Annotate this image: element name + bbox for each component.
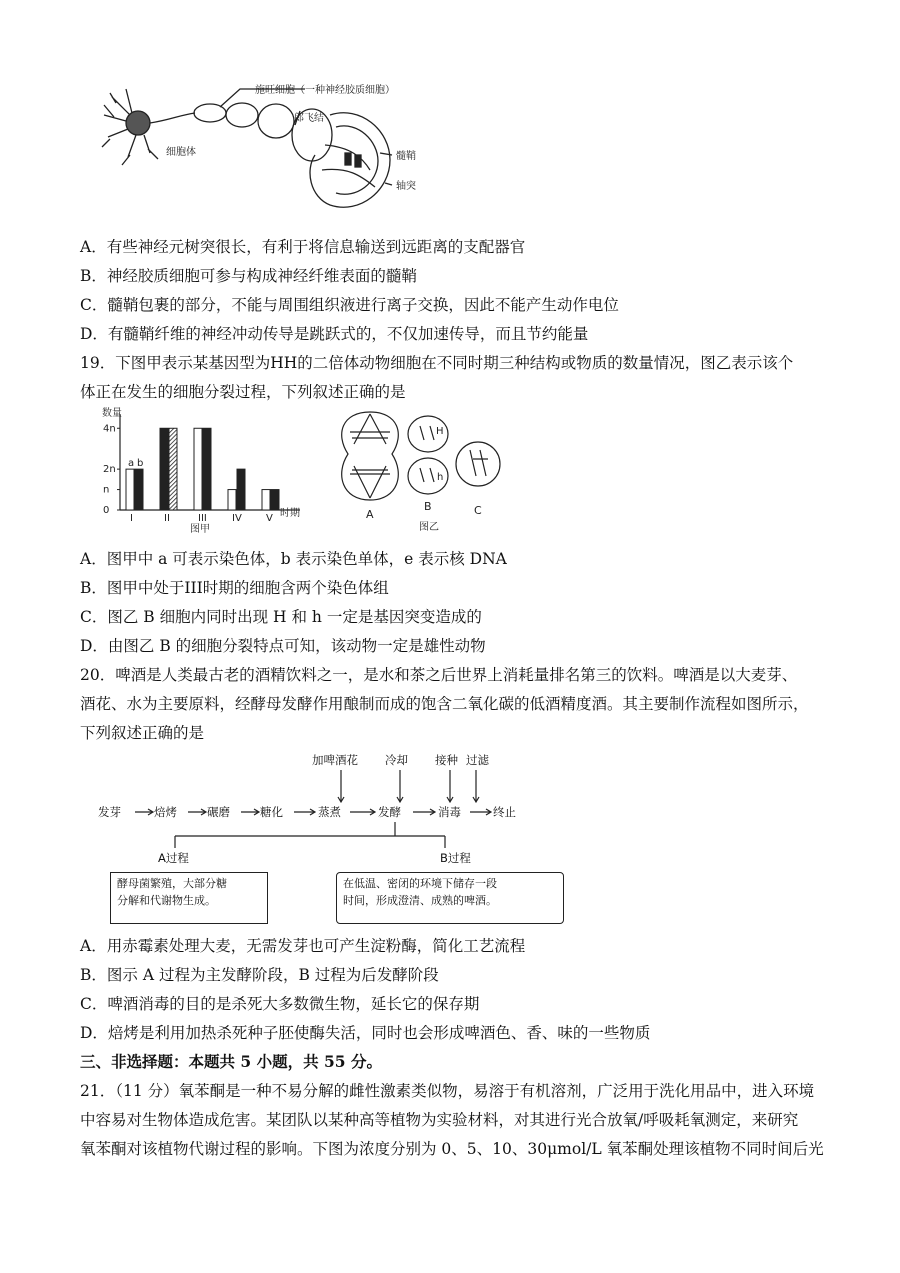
flow-step-end: 终止 [493, 805, 516, 819]
cell-label-a: A [366, 508, 374, 521]
q21-line1: 21．（11 分）氧苯酮是一种不易分解的雌性激素类似物，易溶于有机溶剂，广泛用于洗化用品中，进入环境 [80, 1082, 815, 1100]
flow-step-boiling: 蒸煮 [318, 805, 341, 819]
q19-option-d: D．由图乙 B 的细胞分裂特点可知，该动物一定是雄性动物 [80, 637, 486, 655]
flow-step-germination: 发芽 [98, 805, 121, 819]
chart-bar [228, 490, 236, 510]
flow-label-b: B过程 [440, 851, 471, 865]
chart-y-tick: 2n [103, 464, 116, 476]
flow-input-cooling: 冷却 [385, 753, 408, 767]
chart-bar [126, 469, 134, 510]
cell-c [456, 442, 500, 486]
chart-bar [135, 469, 143, 510]
chart-bar [169, 428, 177, 510]
chart-bar [271, 490, 279, 510]
q19-option-b: B．图甲中处于III时期的细胞含两个染色体组 [80, 579, 389, 597]
flow-box-a-line2: 分解和代谢物生成。 [117, 894, 216, 907]
chart-category-label: II [164, 513, 170, 524]
gene-label-h-upper: H [436, 426, 444, 437]
flow-step-fermentation: 发酵 [378, 805, 401, 819]
flow-box-b-line1: 在低温、密闭的环境下储存一段 [343, 877, 497, 890]
q20-option-a: A．用赤霉素处理大麦，无需发芽也可产生淀粉酶，简化工艺流程 [80, 937, 526, 955]
flow-input-inoculation: 接种 [435, 753, 458, 767]
q18-option-b: B．神经胶质细胞可参与构成神经纤维表面的髓鞘 [80, 267, 417, 285]
chart-category-label: III [198, 513, 207, 524]
chart-y-tick: 4n [103, 423, 116, 435]
flow-step-saccharification: 糖化 [260, 805, 283, 819]
chart-category-label: V [266, 513, 273, 524]
chart-category-label: I [130, 513, 133, 524]
bar-chart-jia [100, 404, 315, 539]
gene-label-h-lower: h [437, 472, 444, 483]
label-node-of-ranvier: 郎飞结 [294, 113, 324, 124]
flow-step-milling: 碾磨 [207, 805, 230, 819]
chart-bar [203, 428, 211, 510]
q20-stem-line2: 酒花、水为主要原料，经酵母发酵作用酿制而成的饱含二氧化碳的低酒精度酒。其主要制作流程如图所示， [80, 695, 809, 713]
q20-option-c: C．啤酒消毒的目的是杀死大多数微生物，延长它的保存期 [80, 995, 480, 1013]
cell-label-c: C [474, 504, 482, 517]
chart-title: 图甲 [190, 524, 210, 535]
flow-box-b [336, 872, 564, 924]
q19-option-a: A．图甲中 a 可表示染色体，b 表示染色单体，e 表示核 DNA [80, 550, 507, 568]
flow-box-b-line2: 时间，形成澄清、成熟的啤酒。 [343, 894, 497, 907]
cell-figure-title: 图乙 [419, 522, 439, 533]
neuron-figure [100, 75, 440, 225]
label-myelin: 髓鞘 [396, 151, 416, 162]
q19-option-c: C．图乙 B 细胞内同时出现 H 和 h 一定是基因突变造成的 [80, 608, 482, 626]
chart-bar [160, 428, 168, 510]
chart-series-label: b [137, 458, 144, 470]
flow-box-a [110, 872, 268, 924]
myelin-segment [226, 103, 258, 127]
chart-bar [194, 428, 202, 510]
flow-input-filtering: 过滤 [466, 753, 489, 767]
label-axon: 轴突 [396, 181, 416, 192]
chart-series-label: a [128, 458, 135, 470]
flow-label-a: A过程 [158, 851, 189, 865]
q20-option-d: D．焙烤是利用加热杀死种子胚使酶失活，同时也会形成啤酒色、香、味的一些物质 [80, 1024, 651, 1042]
flow-step-roasting: 焙烤 [154, 805, 177, 819]
q19-stem-line2: 体正在发生的细胞分裂过程，下列叙述正确的是 [80, 383, 406, 401]
flow-input-hops: 加啤酒花 [312, 753, 358, 767]
section-3-heading: 三、非选择题：本题共 5 小题，共 55 分。 [80, 1052, 382, 1071]
chart-ylabel: 数量 [102, 408, 122, 419]
label-schwann-cell: 施旺细胞（一种神经胶质细胞） [255, 85, 395, 96]
flow-box-a-line1: 酵母菌繁殖，大部分糖 [117, 877, 227, 890]
cell-a [342, 412, 399, 500]
q21-line3: 氧苯酮对该植物代谢过程的影响。下图为浓度分别为 0、5、10、30μmol/L 氧苯酮处理该植物不同时间后光 [80, 1140, 824, 1158]
chart-xlabel: 时期 [280, 508, 300, 519]
q18-option-c: C．髓鞘包裹的部分，不能与周围组织液进行离子交换，因此不能产生动作电位 [80, 296, 619, 314]
myelin-segment [258, 104, 294, 138]
flow-step-sterilization: 消毒 [438, 805, 461, 819]
chart-bar [237, 469, 245, 510]
chart-y-tick: 0 [103, 505, 110, 516]
chart-bar [262, 490, 270, 510]
cell-division-figure [330, 404, 510, 539]
q20-stem-line1: 20．啤酒是人类最古老的酒精饮料之一，是水和茶之后世界上消耗量排名第三的饮料。啤酒是以大麦芽、 [80, 666, 798, 684]
q19-stem-line1: 19．下图甲表示某基因型为HH的二倍体动物细胞在不同时期三种结构或物质的数量情况，图乙表示该个 [80, 354, 794, 372]
q21-line2: 中容易对生物体造成危害。某团队以某种高等植物为实验材料，对其进行光合放氧/呼吸耗氧测定，来研究 [80, 1111, 799, 1129]
label-cell-body: 细胞体 [166, 147, 196, 158]
chart-y-tick: n [103, 484, 110, 496]
q20-option-b: B．图示 A 过程为主发酵阶段，B 过程为后发酵阶段 [80, 966, 439, 984]
q18-option-d: D．有髓鞘纤维的神经冲动传导是跳跃式的，不仅加速传导，而且节约能量 [80, 325, 589, 343]
cell-label-b: B [424, 500, 432, 513]
chart-category-label: IV [232, 513, 242, 524]
q18-option-a: A．有些神经元树突很长，有利于将信息输送到远距离的支配器官 [80, 238, 526, 256]
q20-stem-line3: 下列叙述正确的是 [80, 724, 205, 742]
